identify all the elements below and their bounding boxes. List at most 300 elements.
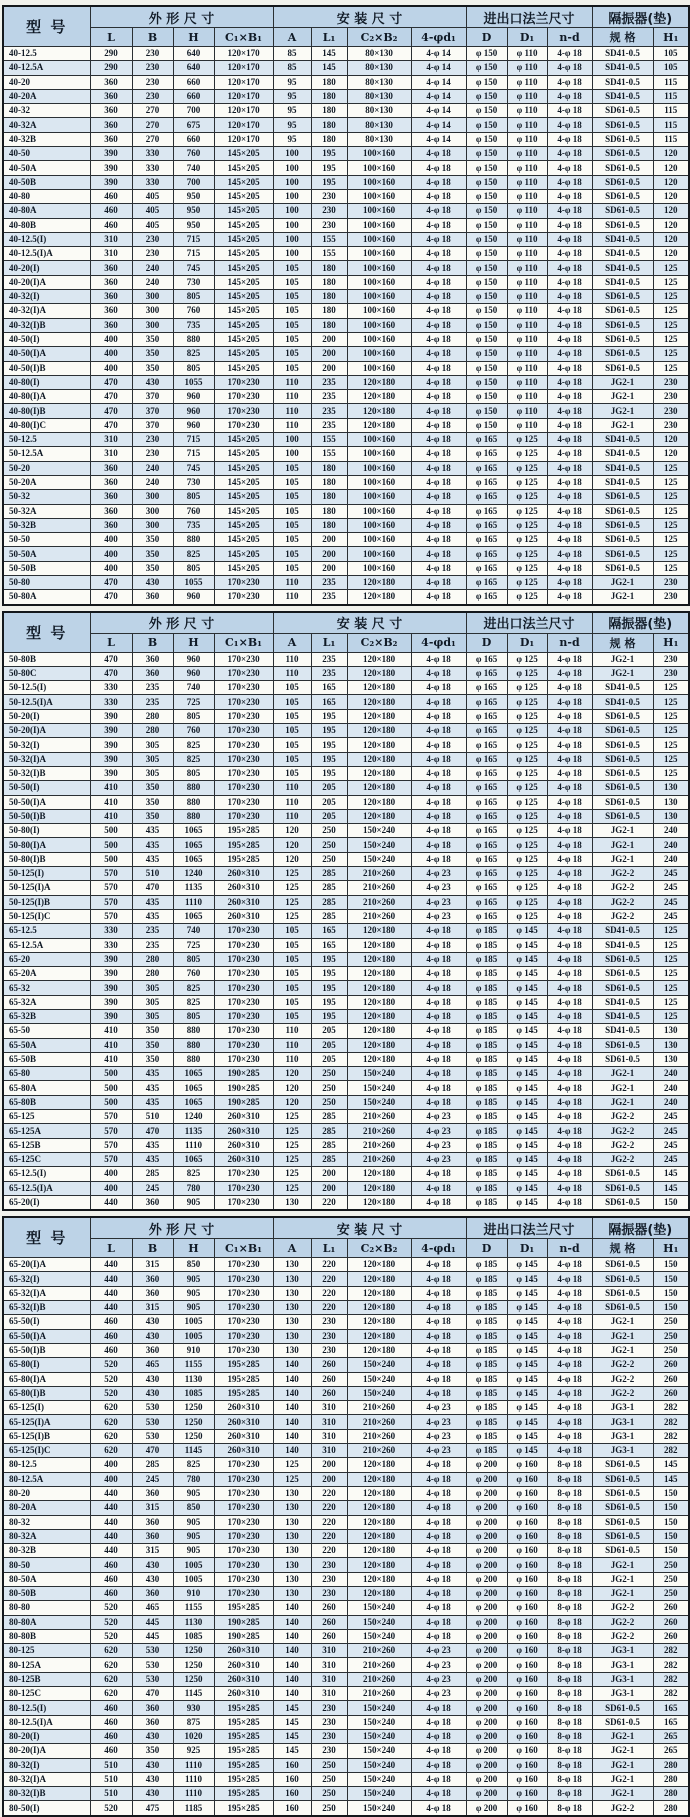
value-cell: 4-φ 23: [411, 1110, 466, 1124]
value-cell: φ 145: [507, 1024, 547, 1038]
value-cell: φ 200: [466, 1501, 507, 1515]
column-header: C₁×B₁: [214, 1239, 273, 1258]
value-cell: 160: [273, 1758, 311, 1772]
table-row: [3, 1258, 689, 1272]
model-cell: 65-125(I)C: [3, 1444, 90, 1458]
value-cell: φ 160: [507, 1558, 547, 1572]
value-cell: 250: [311, 1067, 347, 1081]
value-cell: 440: [90, 1258, 132, 1272]
value-cell: 80×130: [347, 104, 411, 118]
value-cell: 105: [273, 490, 311, 504]
value-cell: 285: [311, 895, 347, 909]
value-cell: 95: [273, 118, 311, 132]
value-cell: 8-φ 18: [547, 1672, 592, 1686]
value-cell: 120: [653, 175, 689, 189]
value-cell: φ 150: [466, 347, 507, 361]
value-cell: 105: [273, 924, 311, 938]
value-cell: SD61-0.5: [592, 781, 653, 795]
value-cell: 100: [273, 189, 311, 203]
value-cell: 8-φ 18: [547, 1658, 592, 1672]
value-cell: φ 200: [466, 1515, 507, 1529]
value-cell: 110: [273, 666, 311, 680]
value-cell: 260×310: [214, 881, 273, 895]
model-cell: 40-20(I)A: [3, 275, 90, 289]
model-cell: 80-32(I): [3, 1758, 90, 1772]
value-cell: 100×160: [347, 290, 411, 304]
value-cell: φ 160: [507, 1715, 547, 1729]
value-cell: 145×205: [214, 504, 273, 518]
value-cell: φ 150: [466, 189, 507, 203]
value-cell: 165: [311, 695, 347, 709]
value-cell: 4-φ 14: [411, 61, 466, 75]
model-cell: 40-12.5(I)A: [3, 247, 90, 261]
value-cell: φ 160: [507, 1501, 547, 1515]
value-cell: 125: [653, 518, 689, 532]
value-cell: 510: [132, 1110, 173, 1124]
value-cell: 220: [311, 1301, 347, 1315]
value-cell: 210×260: [347, 1444, 411, 1458]
value-cell: 120×180: [347, 1544, 411, 1558]
value-cell: φ 200: [466, 1644, 507, 1658]
value-cell: 230: [132, 61, 173, 75]
value-cell: 330: [90, 924, 132, 938]
value-cell: 260: [653, 1358, 689, 1372]
value-cell: 235: [311, 418, 347, 432]
table-row: [3, 161, 689, 175]
model-cell: 80-80A: [3, 1615, 90, 1629]
value-cell: 805: [173, 361, 214, 375]
value-cell: 250: [653, 1586, 689, 1600]
value-cell: 195×285: [214, 1372, 273, 1386]
value-cell: 245: [653, 1110, 689, 1124]
value-cell: 120×180: [347, 766, 411, 780]
value-cell: 4-φ 18: [547, 304, 592, 318]
value-cell: 460: [90, 189, 132, 203]
value-cell: 4-φ 18: [411, 1715, 466, 1729]
model-cell: 50-50(I): [3, 781, 90, 795]
value-cell: φ 145: [507, 1343, 547, 1357]
value-cell: φ 150: [466, 118, 507, 132]
value-cell: 510: [90, 1772, 132, 1786]
value-cell: 195: [311, 709, 347, 723]
value-cell: 170×230: [214, 1472, 273, 1486]
table-row: [3, 938, 689, 952]
value-cell: 4-φ 18: [411, 981, 466, 995]
value-cell: 620: [90, 1658, 132, 1672]
model-cell: 80-12.5A: [3, 1472, 90, 1486]
value-cell: 195×285: [214, 1758, 273, 1772]
value-cell: 390: [90, 724, 132, 738]
value-cell: 130: [273, 1572, 311, 1586]
table-row: [3, 666, 689, 680]
value-cell: φ 165: [466, 575, 507, 589]
value-cell: φ 145: [507, 938, 547, 952]
value-cell: 4-φ 14: [411, 118, 466, 132]
value-cell: 430: [132, 1386, 173, 1400]
value-cell: 150×240: [347, 1386, 411, 1400]
value-cell: 4-φ 18: [411, 490, 466, 504]
model-cell: 50-32(I)B: [3, 766, 90, 780]
table-row: [3, 1401, 689, 1415]
value-cell: φ 200: [466, 1801, 507, 1816]
value-cell: 120×180: [347, 924, 411, 938]
model-cell: 65-80B: [3, 1095, 90, 1109]
value-cell: 250: [311, 852, 347, 866]
value-cell: 4-φ 18: [547, 1343, 592, 1357]
table-row: [3, 1744, 689, 1758]
value-cell: 110: [273, 575, 311, 589]
value-cell: φ 145: [507, 952, 547, 966]
table-row: [3, 709, 689, 723]
value-cell: 350: [132, 781, 173, 795]
value-cell: 4-φ 18: [411, 1010, 466, 1024]
value-cell: 4-φ 18: [547, 1444, 592, 1458]
group-header-3: 隔振器(垫): [592, 1217, 689, 1239]
value-cell: 165: [653, 1701, 689, 1715]
table-row: [3, 1301, 689, 1315]
table-row: [3, 61, 689, 75]
value-cell: 200: [311, 533, 347, 547]
value-cell: 235: [132, 695, 173, 709]
value-cell: 110: [273, 652, 311, 666]
value-cell: 150: [653, 1301, 689, 1315]
value-cell: 145×205: [214, 204, 273, 218]
value-cell: 150: [653, 1272, 689, 1286]
value-cell: φ 185: [466, 1415, 507, 1429]
value-cell: 8-φ 18: [547, 1572, 592, 1586]
value-cell: 360: [132, 652, 173, 666]
value-cell: 195×285: [214, 838, 273, 852]
value-cell: 120×170: [214, 118, 273, 132]
value-cell: 310: [311, 1687, 347, 1701]
value-cell: 4-φ 18: [411, 1515, 466, 1529]
value-cell: SD61-0.5: [592, 318, 653, 332]
value-cell: 4-φ 18: [411, 1258, 466, 1272]
value-cell: 100×160: [347, 175, 411, 189]
value-cell: 4-φ 18: [547, 1329, 592, 1343]
value-cell: 245: [653, 1138, 689, 1152]
model-cell: 65-50B: [3, 1052, 90, 1066]
value-cell: 230: [311, 1315, 347, 1329]
value-cell: 4-φ 18: [411, 695, 466, 709]
value-cell: 260: [311, 1615, 347, 1629]
model-cell: 50-125(I)C: [3, 909, 90, 923]
value-cell: 120×180: [347, 375, 411, 389]
value-cell: SD61-0.5: [592, 952, 653, 966]
value-cell: 120×180: [347, 738, 411, 752]
value-cell: 240: [653, 1081, 689, 1095]
value-cell: 470: [90, 418, 132, 432]
value-cell: 410: [90, 781, 132, 795]
table-row: [3, 1067, 689, 1081]
value-cell: φ 150: [466, 218, 507, 232]
value-cell: SD61-0.5: [592, 1038, 653, 1052]
value-cell: 235: [132, 938, 173, 952]
value-cell: 245: [132, 1472, 173, 1486]
value-cell: φ 110: [507, 47, 547, 61]
value-cell: 235: [311, 375, 347, 389]
value-cell: JG3-1: [592, 1415, 653, 1429]
value-cell: 100×160: [347, 447, 411, 461]
value-cell: SD61-0.5: [592, 1272, 653, 1286]
value-cell: SD61-0.5: [592, 490, 653, 504]
value-cell: φ 110: [507, 404, 547, 418]
value-cell: 282: [653, 1687, 689, 1701]
value-cell: φ 150: [466, 290, 507, 304]
value-cell: φ 125: [507, 709, 547, 723]
value-cell: 4-φ 23: [411, 1672, 466, 1686]
value-cell: 115: [653, 75, 689, 89]
column-header: A: [273, 1239, 311, 1258]
value-cell: JG2-2: [592, 1615, 653, 1629]
value-cell: 120×180: [347, 1558, 411, 1572]
value-cell: 210×260: [347, 895, 411, 909]
value-cell: φ 125: [507, 852, 547, 866]
model-cell: 65-50(I)B: [3, 1343, 90, 1357]
value-cell: 660: [173, 132, 214, 146]
value-cell: 4-φ 18: [547, 909, 592, 923]
value-cell: 735: [173, 318, 214, 332]
value-cell: 130: [273, 1301, 311, 1315]
value-cell: 260×310: [214, 895, 273, 909]
value-cell: 165: [653, 1715, 689, 1729]
value-cell: 120×180: [347, 1181, 411, 1195]
column-header: H₁: [653, 1239, 689, 1258]
value-cell: SD61-0.5: [592, 1544, 653, 1558]
value-cell: 195×285: [214, 1744, 273, 1758]
value-cell: φ 125: [507, 433, 547, 447]
value-cell: 4-φ 18: [411, 332, 466, 346]
value-cell: φ 125: [507, 724, 547, 738]
value-cell: 435: [132, 909, 173, 923]
value-cell: φ 160: [507, 1644, 547, 1658]
value-cell: 150×240: [347, 1729, 411, 1743]
value-cell: φ 165: [466, 709, 507, 723]
column-header: H: [173, 28, 214, 47]
value-cell: 4-φ 18: [547, 332, 592, 346]
value-cell: SD41-0.5: [592, 995, 653, 1009]
value-cell: SD61-0.5: [592, 1701, 653, 1715]
value-cell: 195: [311, 967, 347, 981]
value-cell: 100×160: [347, 318, 411, 332]
value-cell: φ 145: [507, 1038, 547, 1052]
value-cell: 120×180: [347, 781, 411, 795]
value-cell: 4-φ 23: [411, 1138, 466, 1152]
table-row: [3, 1687, 689, 1701]
value-cell: 260×310: [214, 1401, 273, 1415]
column-header: H: [173, 1239, 214, 1258]
value-cell: 440: [90, 1501, 132, 1515]
value-cell: 145×205: [214, 447, 273, 461]
value-cell: 100×160: [347, 518, 411, 532]
value-cell: 285: [132, 1458, 173, 1472]
value-cell: 170×230: [214, 1501, 273, 1515]
value-cell: 160: [273, 1772, 311, 1786]
value-cell: 80×130: [347, 61, 411, 75]
model-cell: 65-12.5: [3, 924, 90, 938]
value-cell: 460: [90, 204, 132, 218]
value-cell: 120×180: [347, 1258, 411, 1272]
value-cell: 4-φ 18: [547, 1038, 592, 1052]
value-cell: 140: [273, 1629, 311, 1643]
value-cell: 4-φ 18: [547, 375, 592, 389]
value-cell: 145×205: [214, 175, 273, 189]
value-cell: φ 160: [507, 1615, 547, 1629]
value-cell: 230: [132, 433, 173, 447]
value-cell: 4-φ 23: [411, 867, 466, 881]
value-cell: φ 110: [507, 232, 547, 246]
value-cell: 8-φ 18: [547, 1801, 592, 1816]
value-cell: 260×310: [214, 1415, 273, 1429]
value-cell: 4-φ 18: [411, 1038, 466, 1052]
value-cell: 105: [273, 318, 311, 332]
value-cell: 8-φ 18: [547, 1615, 592, 1629]
value-cell: φ 125: [507, 695, 547, 709]
value-cell: 200: [311, 1167, 347, 1181]
model-cell: 50-80: [3, 575, 90, 589]
value-cell: 145×205: [214, 490, 273, 504]
value-cell: 465: [132, 1358, 173, 1372]
value-cell: 105: [273, 1010, 311, 1024]
value-cell: 4-φ 18: [411, 724, 466, 738]
group-header-0: 外 形 尺 寸: [90, 612, 273, 634]
value-cell: 4-φ 18: [547, 652, 592, 666]
value-cell: 120×180: [347, 981, 411, 995]
value-cell: 4-φ 23: [411, 1444, 466, 1458]
model-cell: 65-32(I): [3, 1272, 90, 1286]
value-cell: 930: [173, 1701, 214, 1715]
value-cell: 180: [311, 261, 347, 275]
value-cell: 4-φ 18: [547, 981, 592, 995]
value-cell: 265: [653, 1744, 689, 1758]
value-cell: 195: [311, 175, 347, 189]
value-cell: 805: [173, 952, 214, 966]
value-cell: 100×160: [347, 475, 411, 489]
value-cell: 4-φ 18: [547, 232, 592, 246]
value-cell: 740: [173, 924, 214, 938]
value-cell: φ 165: [466, 533, 507, 547]
value-cell: φ 165: [466, 461, 507, 475]
value-cell: 470: [90, 390, 132, 404]
value-cell: 305: [132, 995, 173, 1009]
value-cell: 4-φ 18: [411, 1772, 466, 1786]
column-header: H: [173, 633, 214, 652]
value-cell: φ 200: [466, 1472, 507, 1486]
value-cell: 282: [653, 1444, 689, 1458]
value-cell: JG2-2: [592, 1138, 653, 1152]
group-header-row: [3, 612, 689, 634]
value-cell: 120×180: [347, 1572, 411, 1586]
column-header: B: [132, 633, 173, 652]
value-cell: φ 110: [507, 61, 547, 75]
table-row: [3, 1501, 689, 1515]
model-cell: 50-12.5(I)A: [3, 695, 90, 709]
value-cell: 400: [90, 561, 132, 575]
value-cell: 4-φ 23: [411, 1644, 466, 1658]
value-cell: 125: [653, 347, 689, 361]
value-cell: 150: [653, 1515, 689, 1529]
value-cell: 410: [90, 1024, 132, 1038]
value-cell: 120: [273, 852, 311, 866]
value-cell: 4-φ 18: [411, 1386, 466, 1400]
value-cell: 120×180: [347, 1586, 411, 1600]
value-cell: 315: [132, 1501, 173, 1515]
table-row: [3, 1586, 689, 1600]
model-cell: 40-32(I)A: [3, 304, 90, 318]
value-cell: 905: [173, 1301, 214, 1315]
value-cell: 260: [311, 1358, 347, 1372]
value-cell: 880: [173, 795, 214, 809]
value-cell: 825: [173, 981, 214, 995]
value-cell: 470: [90, 404, 132, 418]
value-cell: JG2-1: [592, 1558, 653, 1572]
table-row: [3, 1472, 689, 1486]
value-cell: 110: [273, 781, 311, 795]
value-cell: φ 125: [507, 590, 547, 605]
value-cell: 4-φ 23: [411, 1658, 466, 1672]
table-row: [3, 1358, 689, 1372]
value-cell: SD41-0.5: [592, 247, 653, 261]
value-cell: 130: [273, 1315, 311, 1329]
value-cell: 150×240: [347, 852, 411, 866]
value-cell: 205: [311, 809, 347, 823]
value-cell: 360: [90, 461, 132, 475]
value-cell: 4-φ 18: [411, 738, 466, 752]
column-header: H₁: [653, 28, 689, 47]
value-cell: 4-φ 18: [411, 1744, 466, 1758]
value-cell: JG3-1: [592, 1672, 653, 1686]
value-cell: JG2-1: [592, 375, 653, 389]
value-cell: 400: [90, 332, 132, 346]
model-cell: 50-12.5A: [3, 447, 90, 461]
value-cell: φ 185: [466, 1052, 507, 1066]
model-cell: 40-80B: [3, 218, 90, 232]
value-cell: 620: [90, 1687, 132, 1701]
value-cell: 660: [173, 89, 214, 103]
value-cell: 150×240: [347, 1758, 411, 1772]
value-cell: 170×230: [214, 1195, 273, 1210]
value-cell: φ 185: [466, 1315, 507, 1329]
value-cell: JG2-1: [592, 404, 653, 418]
model-cell: 80-125B: [3, 1672, 90, 1686]
value-cell: 390: [90, 709, 132, 723]
value-cell: 150: [653, 1258, 689, 1272]
value-cell: SD61-0.5: [592, 1181, 653, 1195]
value-cell: φ 145: [507, 1372, 547, 1386]
value-cell: 4-φ 18: [547, 404, 592, 418]
value-cell: 125: [653, 995, 689, 1009]
value-cell: φ 110: [507, 318, 547, 332]
value-cell: 4-φ 18: [411, 795, 466, 809]
model-column-header: 型 号: [3, 1217, 90, 1258]
value-cell: 4-φ 18: [547, 1138, 592, 1152]
value-cell: 125: [653, 290, 689, 304]
value-cell: 170×230: [214, 404, 273, 418]
value-cell: 120×180: [347, 1529, 411, 1543]
value-cell: 285: [311, 1124, 347, 1138]
value-cell: 1130: [173, 1372, 214, 1386]
value-cell: 1185: [173, 1801, 214, 1816]
value-cell: 260×310: [214, 1687, 273, 1701]
value-cell: 4-φ 18: [411, 1095, 466, 1109]
value-cell: 760: [173, 304, 214, 318]
value-cell: 282: [653, 1415, 689, 1429]
value-cell: φ 110: [507, 418, 547, 432]
value-cell: 170×230: [214, 924, 273, 938]
value-cell: 8-φ 18: [547, 1586, 592, 1600]
value-cell: 140: [273, 1372, 311, 1386]
model-cell: 40-20A: [3, 89, 90, 103]
